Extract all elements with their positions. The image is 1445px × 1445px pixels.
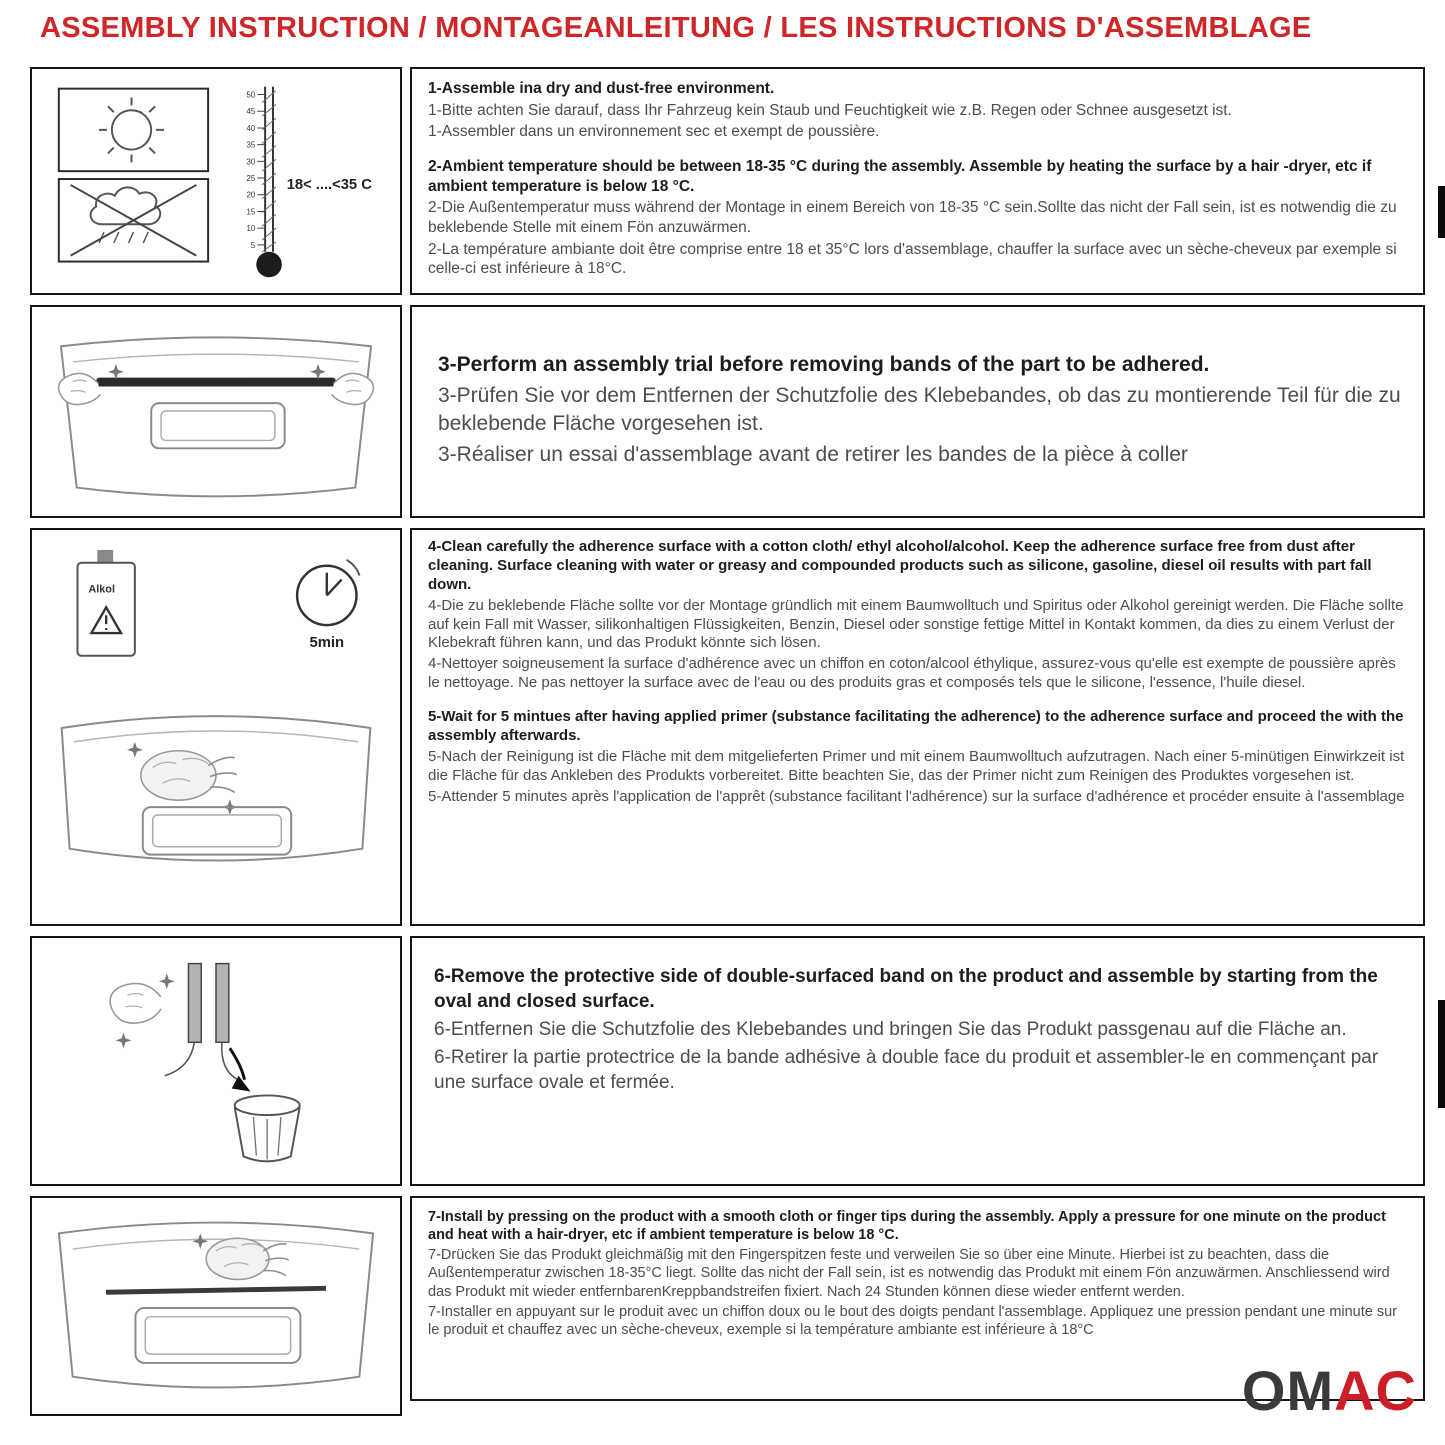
band-strip [188, 964, 201, 1043]
illustration-cleaning [30, 528, 402, 926]
tick-label: 35 [246, 140, 256, 150]
instructions-step-3 [410, 305, 1425, 518]
tick-label: 25 [246, 174, 256, 183]
omac-logo [1241, 1359, 1417, 1422]
hands-holding-trim-icon [32, 307, 400, 516]
clock-icon [297, 560, 359, 651]
tick-label: 15 [246, 207, 256, 217]
wait-time-label: 5min [309, 634, 345, 651]
arrow-down-icon [230, 1048, 251, 1091]
peel-band-icon [32, 938, 400, 1184]
no-rain-icon [59, 179, 208, 262]
instruction-paragraph: 7-Install by pressing on the product with a smooth cloth or finger tips during the assembly. Apply a pressure for one minute on the product and heat with a hair-dryer, etc if ambient temperature is below 18 °C. [428, 1209, 1386, 1244]
tick-label: 20 [246, 190, 256, 200]
cleaning-hand-icon [62, 716, 371, 860]
illustration-assembly-trial [30, 305, 402, 518]
instruction-paragraph: 3-Perform an assembly trial before removing bands of the part to be adhered. [438, 352, 1210, 376]
illustration-remove-band [30, 936, 402, 1186]
trim-strip [96, 378, 335, 387]
scan-artifact-bar [1438, 186, 1445, 238]
illustration-press-install [30, 1196, 402, 1416]
instruction-paragraph: 1-Assembler dans un environnement sec et exempt de poussière. [428, 123, 880, 141]
tick-label: 45 [246, 107, 256, 117]
instruction-paragraph: 6-Retirer la partie protectrice de la bande adhésive à double face du produit et assembler-le en commençant par une surface ovale et fermée. [434, 1047, 1379, 1094]
instructions-step-1-2 [410, 67, 1425, 295]
thermometer-icon [247, 87, 373, 278]
illustration-environment-temperature [30, 67, 402, 295]
peeling-hand-icon [110, 973, 175, 1048]
pressing-hand-icon [32, 1198, 400, 1414]
instruction-paragraph: 1-Bitte achten Sie darauf, dass Ihr Fahrzeug kein Staub und Feuchtigkeit wie z.B. Regen oder Schnee ausgesetzt ist. [428, 101, 1232, 119]
instruction-paragraph: 6-Remove the protective side of double-surfaced band on the product and assemble by starting from the oval and closed surface. [434, 966, 1378, 1013]
instruction-paragraph: 5-Wait for 5 mintues after having applied primer (substance facilitating the adherence) to the adherence surface and proceed the with the assembly afterwards. [428, 708, 1404, 745]
instruction-paragraph: 2-Die Außentemperatur muss während der Montage in einem Bereich von 18-35 °C sein.Sollte das nicht der Fall sein, ist es notwendig die zu beklebende Stelle mit einem Fön anzuwärmen. [428, 199, 1397, 237]
instruction-paragraph: 3-Réaliser un essai d'assemblage avant de retirer les bandes de la pièce à coller [438, 442, 1188, 466]
plate-recess [135, 1308, 300, 1363]
page-title: ASSEMBLY INSTRUCTION / MONTAGEANLEITUNG / LES INSTRUCTIONS D'ASSEMBLAGE [40, 12, 1312, 44]
band-strip [216, 964, 229, 1043]
instruction-paragraph: 4-Nettoyer soigneusement la surface d'adhérence avec un chiffon en coton/alcool éthylique, assurez-vous qu'elle est exempte de poussière après le nettoyage. Ne pas nettoyer la surface avec de l'eau ou des produits gras et composés tels que le silicone, l'essence, l'huile diesel. [428, 655, 1396, 692]
instruction-paragraph: 6-Entfernen Sie die Schutzfolie des Klebebandes und bringen Sie das Produkt passgenau auf die Fläche an. [434, 1019, 1347, 1041]
peeled-film [165, 1042, 238, 1079]
omac-logo-dark-letters: OM [1241, 1359, 1335, 1422]
instruction-paragraph: 7-Installer en appuyant sur le produit avec un chiffon doux ou le bout des doigts pendant l'assemblage. Appliquez une pression pendant une minute sur le produit et chauffez avec un sèche-cheveux, exemple si la température ambiante est inférieure à 18°C [428, 1303, 1398, 1338]
instruction-paragraph: 2-Ambient temperature should be between 18-35 °C during the assembly. Assemble by heating the surface by a hair -dryer, etc if ambient temperature is below 18 °C. [428, 158, 1372, 195]
instruction-paragraph: 1-Assemble ina dry and dust-free environment. [428, 80, 775, 97]
scan-artifact-bar [1438, 1000, 1445, 1108]
sun-icon [59, 89, 208, 172]
instructions-step-6 [410, 936, 1425, 1186]
alcohol-bottle-icon [78, 550, 135, 656]
plate-recess [151, 403, 284, 448]
tick-label: 30 [246, 157, 256, 167]
instruction-paragraph: 3-Prüfen Sie vor dem Entfernen der Schutzfolie des Klebebandes, ob das zu montierende Teil für die zu beklebende Fläche vorgesehen ist. [438, 384, 1401, 435]
instruction-paragraph: 4-Clean carefully the adherence surface with a cotton cloth/ ethyl alcohol/alcohol. Keep the adherence surface free from dust after cleaning. Surface cleaning with water or greasy and compounded products such as silicone, gasoline, diesel oil results with part fall down. [428, 538, 1372, 593]
instruction-paragraph: 4-Die zu beklebende Fläche sollte vor der Montage gründlich mit einem Baumwolltuch und Spiritus oder Alkohol gereinigt werden. Die Fläche sollte auf kein Fall mit Wasser, silikonhaltigen Flüssigkeiten, Benzin, Diesel oder sonstige fettige Mittel in Kontakt kommen, da dies zu einem Verlust der Klebekraft führen kann, und das Produkt könnte sich lösen. [428, 596, 1404, 652]
tick-label: 40 [246, 123, 256, 133]
trash-can-icon [235, 1095, 300, 1161]
instruction-paragraph: 5-Attender 5 minutes après l'application de l'apprêt (substance facilitant l'adhérence) sur la surface d'adhérence et procéder ensuite à l'assemblage [428, 787, 1405, 805]
tick-label: 50 [246, 90, 256, 100]
instructions-step-4-5 [410, 528, 1425, 926]
installed-trim-strip [106, 1288, 326, 1292]
tick-label: 5 [250, 240, 256, 250]
omac-logo-red-letters: AC [1334, 1359, 1417, 1422]
tick-label: 10 [246, 224, 256, 234]
instruction-paragraph: 7-Drücken Sie das Produkt gleichmäßig mit den Fingerspitzen feste und verweilen Sie so über eine Minute. Hierbei ist zu beachten, dass die Außentemperatur zwischen 18-35°C liegt. Sollte das nicht der Fall sein, ist es notwendig das Produkt mit einem Fön anzuwärmen. Anschliessend wird das Produkt mit wieder entfernbarenKreppbandstreifen fixiert. Nach 24 Stunden können diese wieder entfernt werden. [428, 1247, 1390, 1300]
instruction-paragraph: 5-Nach der Reinigung ist die Fläche mit dem mitgelieferten Primer und mit einem Baumwolltuch aufzutragen. Nach einer 5-minütigen Einwirkzeit ist die Fläche für das Ankleben des Produkts vorbereitet. Bitte beachten Sie, das der Primer nicht zum Reinigen des Produktes vorgesehen ist. [428, 747, 1405, 784]
cleaning-drawing [32, 530, 400, 924]
temperature-range-label: 18< ....<35 C [286, 176, 372, 193]
bottle-label: Alkol [88, 583, 115, 596]
instruction-paragraph: 2-La température ambiante doit être comprise entre 18 et 35°C lors d'assemblage, chauffer la surface avec un sèche-cheveux par exemple si celle-ci est inférieure à 18°C. [428, 240, 1397, 278]
environment-temperature-drawing [32, 69, 400, 293]
